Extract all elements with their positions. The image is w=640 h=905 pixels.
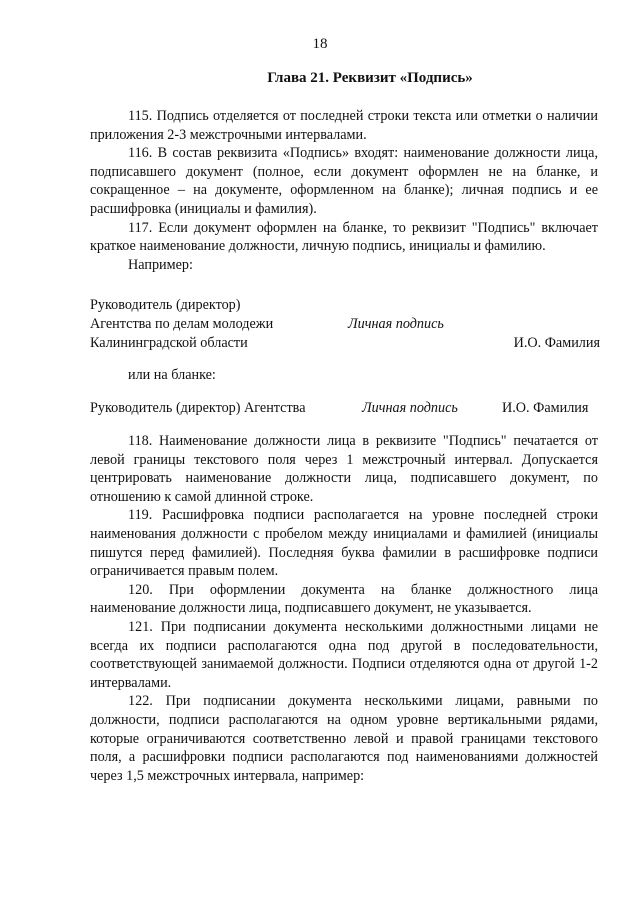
example2-row xyxy=(90,399,600,418)
example2-position: Руководитель (директор) Агентства xyxy=(90,400,306,416)
example1-row-2 xyxy=(90,315,600,334)
paragraph-117: 117. Если документ оформлен на бланке, то реквизит "Подпись" включает краткое наименование должности, личную подпись, инициалы и фамилию. xyxy=(90,219,598,255)
paragraph-115: 115. Подпись отделяется от последней строки текста или отметки о наличии приложения 2-3 межстрочными интервалами. xyxy=(90,108,598,143)
paragraph-116: 116. В состав реквизита «Подпись» входят: наименование должности лица, подписавшего документ (полное, если документ оформлен не на бланке, и сокращенное – на документе, оформленном на бланке); личная подпись и ее расшифровка (инициалы и фамилия). xyxy=(90,145,598,217)
example1-row-1 xyxy=(90,296,600,315)
example-intro: Например: xyxy=(128,256,193,273)
example2-name: И.О. Фамилия xyxy=(502,400,589,416)
page-number: 18 xyxy=(312,36,328,52)
paragraph-118: 118. Наименование должности лица в реквизите "Подпись" печатается от левой границы текстового поля через 1 межстрочный интервал. Допускается центрировать наименование должности лица, подписавшего документ, по отношению к самой длинной строке. xyxy=(90,433,598,505)
example1-position-line3: Калининградской области xyxy=(90,335,248,351)
example1-row-3 xyxy=(90,334,600,353)
chapter-title: Глава 21. Реквизит «Подпись» xyxy=(267,70,473,86)
paragraph-119: 119. Расшифровка подписи располагается на уровне последней строки наименования должности с пробелом между инициалами и фамилией (инициалы пишутся перед фамилией). Последняя буква фамилии в расшифровке подписи ограничивается правым полем. xyxy=(90,507,598,580)
example1-name: И.О. Фамилия xyxy=(513,335,600,351)
example2-signature: Личная подпись xyxy=(362,400,458,416)
paragraph-122: 122. При подписании документа несколькими лицами, равными по должности, подписи располагаются на одном уровне вертикальными рядами, которые ограничиваются соответственно левой и правой границами текстового поля, а расшифровки подписи располагаются под наименованиями должностей через 1,5 межстрочных интервала, например: xyxy=(90,693,598,784)
example1-position-line2: Агентства по делам молодежи xyxy=(90,316,274,332)
or-on-blank-text: или на бланке: xyxy=(128,367,216,383)
example1-signature: Личная подпись xyxy=(348,316,444,332)
example1-position-line1: Руководитель (директор) xyxy=(90,297,241,313)
or-on-blank xyxy=(128,366,638,385)
paragraphs-top xyxy=(90,107,598,274)
paragraphs-bottom xyxy=(90,432,598,785)
paragraph-121: 121. При подписании документа несколькими должностными лицами не всегда их подписи располагаются одна под другой в последовательности, соответствующей занимаемой должности. Подписи отделяются одна от другой 1-2 интервалами. xyxy=(90,618,598,691)
paragraph-120: 120. При оформлении документа на бланке должностного лица наименование должности лица, подписавшего документ, не указывается. xyxy=(90,581,598,617)
